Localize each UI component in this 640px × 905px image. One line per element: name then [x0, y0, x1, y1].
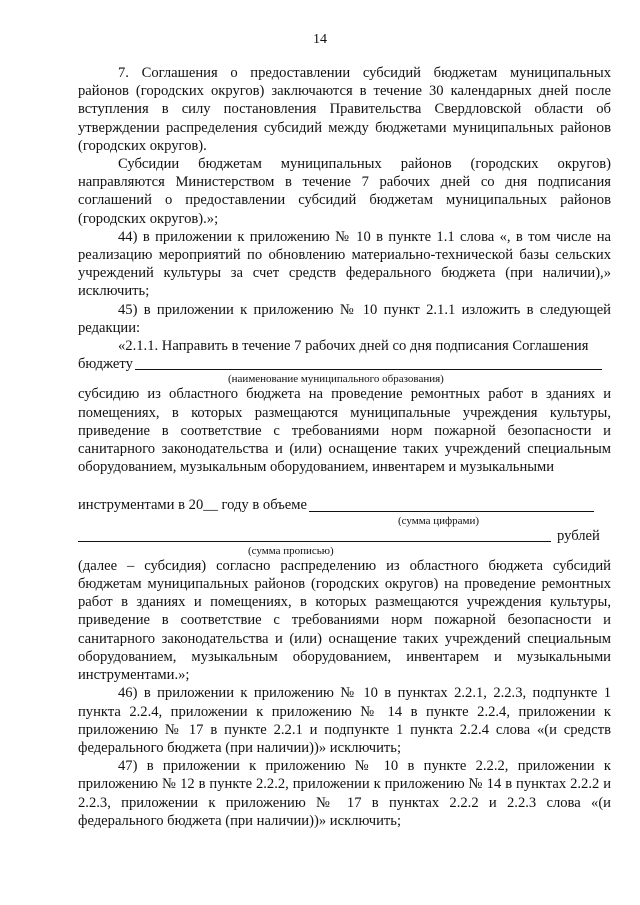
page-number: 14	[313, 32, 327, 47]
paragraph-7-agreements: 7. Соглашения о предоставлении субсидий бюджетам муниципальных районов (городских округов) заключаются в течение 30 календарных дней после вступления в силу постановления Правительства Свердловской области об утверждении распределения субсидий между бюджетами муниципальных районов (городских округов).	[78, 65, 611, 154]
municipality-blank	[135, 356, 602, 370]
budget-fill-line	[78, 355, 611, 373]
paragraph-2-1-1: «2.1.1. Направить в течение 7 рабочих дней со дня подписания Соглашения	[118, 338, 589, 355]
caption-municipality: (наименование муниципального образования)	[228, 373, 444, 386]
document-body	[78, 64, 611, 830]
amount-digits-fill-line	[78, 496, 611, 514]
paragraph-subsidies-transfer: Субсидии бюджетам муниципальных районов (городских округов) направляются Министерством в течение 7 рабочих дней со дня подписания соглашений о предоставлении субсидий бюджетам муниципальных районов (городских округов).»;	[78, 156, 611, 227]
caption-sum-digits: (сумма цифрами)	[398, 514, 480, 527]
paragraph-subsidy-purpose: субсидию из областного бюджета на проведение ремонтных работ в зданиях и помещениях, в которых размещаются муниципальные учреждения культуры, приведение в соответствие с требованиями норм пожарной безопасности и санитарного законодательства и (или) оснащение таких учреждений специальным оборудованием, музыкальным оборудованием, инвентарем и музыкальными	[78, 386, 611, 476]
caption-sum-words: (сумма прописью)	[248, 544, 334, 557]
paragraph-46: 46) в приложении к приложению № 10 в пунктах 2.2.1, 2.2.3, подпункте 1 пункта 2.2.4, приложении к приложению № 14 в пункте 2.2.4, приложении к приложению № 17 в пункте 2.2.1 и подпункте 1 пункта 2.2.4 слова «(и средств федерального бюджета (при наличии))» исключить;	[78, 685, 611, 756]
budget-label: бюджету	[78, 356, 133, 373]
sum-words-blank	[78, 528, 551, 542]
paragraph-44: 44) в приложении к приложению № 10 в пункте 1.1 слова «, в том числе на реализацию мероприятий по обновлению материально-технической базы сельских учреждений культуры за счет средств федерального бюджета (при наличии),» исключить;	[78, 228, 611, 300]
sum-digits-blank	[309, 498, 594, 512]
rubles-label: рублей	[557, 527, 600, 544]
paragraph-47: 47) в приложении к приложению № 10 в пункте 2.2.2, приложении к приложению № 12 в пункте 2.2.2, приложении к приложению № 14 в пунктах 2.2.2 и 2.2.3, приложении к приложению № 17 в пунктах 2.2.2 и 2.2.3 слова «(и федерального бюджета (при наличии))» исключить;	[78, 758, 611, 829]
amount-words-fill-line	[78, 527, 611, 545]
paragraph-45: 45) в приложении к приложению № 10 пункт 2.1.1 изложить в следующей редакции:	[78, 301, 611, 336]
paragraph-subsidy-distribution: (далее – субсидия) согласно распределению из областного бюджета субсидий бюджетам муниципальных районов (городских округов) на проведение ремонтных работ в зданиях и помещениях, в которых размещаются учреждения культуры, приведение в соответствие с требованиями норм пожарной безопасности и санитарного законодательства и (или) оснащение таких учреждений специальным оборудованием, музыкальным оборудованием, инвентарем и музыкальными инструментами.»;	[78, 557, 611, 684]
instruments-year-label: инструментами в 20__ году в объеме	[78, 497, 307, 514]
